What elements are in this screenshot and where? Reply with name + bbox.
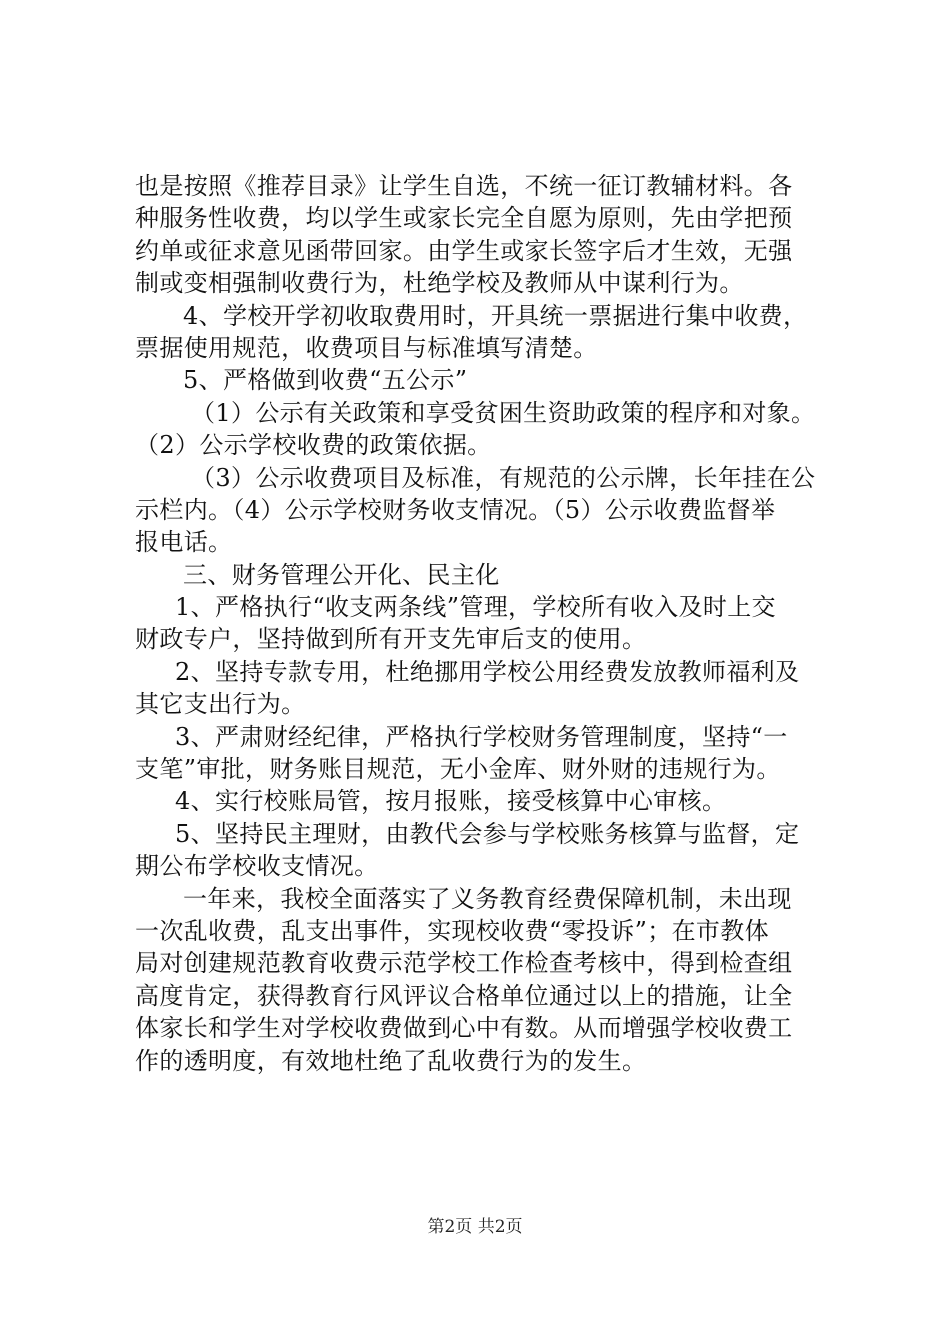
text-line: 示栏内。（4）公示学校财务收支情况。（5）公示收费监督举 (135, 495, 776, 524)
text-line: 票据使用规范，收费项目与标准填写清楚。 (135, 333, 598, 362)
text-line: 财政专户，坚持做到所有开支先审后支的使用。 (135, 625, 647, 654)
text-line: （2）公示学校收费的政策依据。 (135, 431, 492, 460)
text-line: 制或变相强制收费行为，杜绝学校及教师从中谋利行为。 (135, 269, 744, 298)
text-line: 3、严肃财经纪律，严格执行学校财务管理制度，坚持“一 (175, 722, 788, 751)
text-line: 一次乱收费，乱支出事件，实现校收费“零投诉”；在市教体 (135, 916, 769, 945)
text-line: 高度肯定，获得教育行风评议合格单位通过以上的措施，让全 (135, 981, 793, 1010)
text-line: 约单或征求意见函带回家。由学生或家长签字后才生效，无强 (135, 236, 793, 265)
text-line: 其它支出行为。 (135, 690, 306, 719)
text-line: 5、严格做到收费“五公示” (183, 366, 468, 395)
text-line: 种服务性收费，均以学生或家长完全自愿为原则，先由学把预 (135, 204, 793, 233)
text-line: 期公布学校收支情况。 (135, 852, 379, 881)
text-line: 一年来，我校全面落实了义务教育经费保障机制，未出现 (183, 884, 792, 913)
text-line: 作的透明度，有效地杜绝了乱收费行为的发生。 (135, 1046, 647, 1075)
text-line: 1、严格执行“收支两条线”管理，学校所有收入及时上交 (175, 593, 776, 622)
text-line: 三、财务管理公开化、民主化 (183, 560, 500, 589)
document-body (135, 170, 835, 1077)
page-footer: 第2页 共2页 (427, 1217, 523, 1237)
text-line: 也是按照《推荐目录》让学生自选，不统一征订教辅材料。各 (135, 172, 793, 200)
text-line: 4、实行校账局管，按月报账，接受核算中心审核。 (175, 787, 727, 816)
text-line: 体家长和学生对学校收费做到心中有数。从而增强学校收费工 (135, 1014, 793, 1043)
text-line: 局对创建规范教育收费示范学校工作检查考核中，得到检查组 (135, 949, 793, 978)
text-line: 2、坚持专款专用，杜绝挪用学校公用经费发放教师福利及 (175, 657, 800, 686)
text-line: （3）公示收费项目及标准，有规范的公示牌，长年挂在公 (191, 463, 816, 492)
text-line: 4、学校开学初收取费用时，开具统一票据进行集中收费， (183, 301, 808, 330)
text-line: （1）公示有关政策和享受贫困生资助政策的程序和对象。 (191, 398, 816, 427)
text-line: 支笔”审批，财务账目规范，无小金库、财外财的违规行为。 (135, 755, 781, 784)
text-line: 5、坚持民主理财，由教代会参与学校账务核算与监督，定 (175, 819, 800, 848)
text-line: 报电话。 (135, 528, 233, 557)
